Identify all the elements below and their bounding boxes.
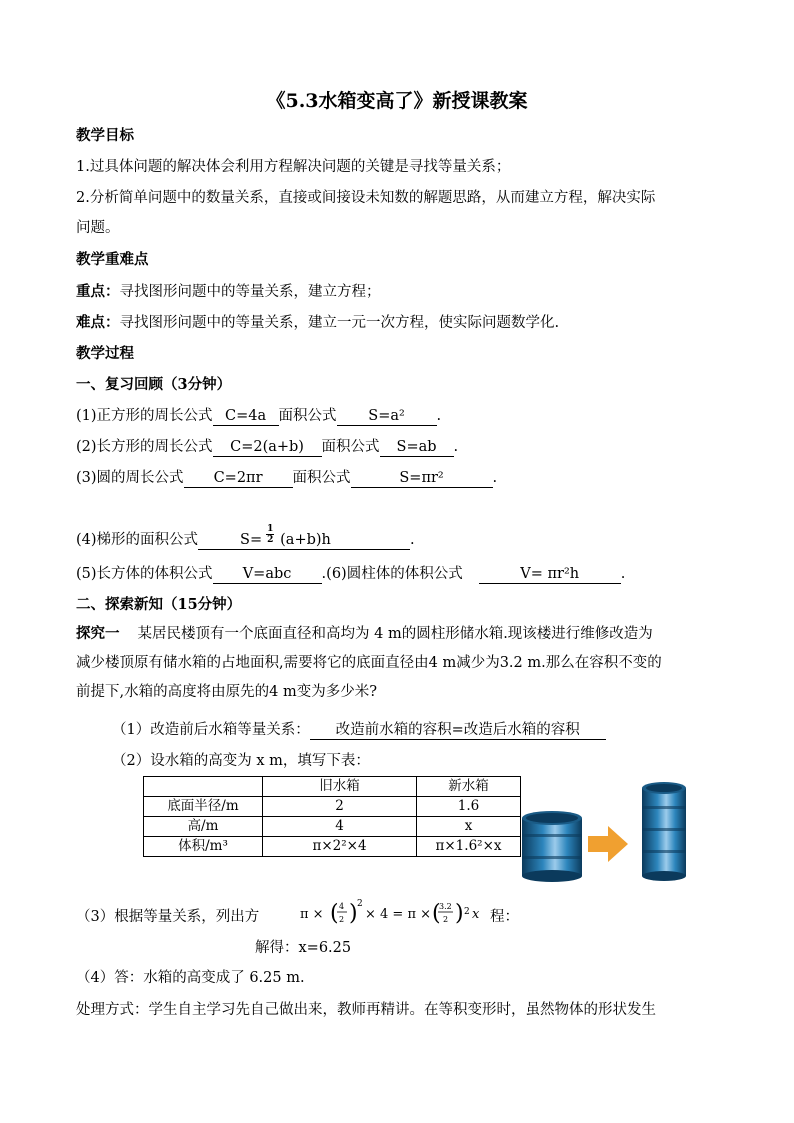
blank-square-perimeter: C=4a xyxy=(213,408,279,426)
arrow-right-icon xyxy=(588,826,628,862)
review-item-2 xyxy=(76,435,458,457)
blank-cuboid-volume: V=abc xyxy=(213,566,322,584)
review-item-4-label: (4)梯形的面积公式 xyxy=(76,532,199,548)
review-item-2-area-label: 面积公式 xyxy=(321,439,380,455)
period: . xyxy=(436,408,442,424)
table-cell: 底面半径/m xyxy=(144,797,263,817)
blank-circle-perimeter: C=2πr xyxy=(184,470,293,488)
blank-square-area: S=a² xyxy=(337,408,437,426)
equation xyxy=(300,896,488,934)
problem-label: 探究一 xyxy=(76,625,120,642)
blank-trapezoid-area xyxy=(198,524,410,550)
objective-item-1: 1.过具体问题的解决体会利用方程解决问题的关键是寻找等量关系； xyxy=(76,159,511,175)
svg-text:2: 2 xyxy=(464,907,470,917)
svg-text:π ×: π × xyxy=(300,907,324,922)
review-item-3-label: (3)圆的周长公式 xyxy=(76,470,184,486)
review-item-3 xyxy=(76,466,497,488)
question-1 xyxy=(112,718,606,740)
svg-text:): ) xyxy=(455,901,464,926)
blank-equal-relation: 改造前水箱的容积=改造后水箱的容积 xyxy=(310,722,606,740)
explore-heading: 二、探索新知（15分钟） xyxy=(76,596,242,613)
table-header-cell xyxy=(144,777,263,797)
key-point-line xyxy=(76,280,381,301)
key-points-heading: 教学重难点 xyxy=(76,251,149,268)
question-4: （4）答：水箱的高变成了 6.25 m. xyxy=(76,970,305,986)
table-cell: 1.6 xyxy=(417,797,521,817)
review-item-4 xyxy=(76,524,415,550)
table-cell: 4 xyxy=(263,817,417,837)
question-2: （2）设水箱的高变为 x m，填写下表： xyxy=(112,753,370,769)
review-item-3-area-label: 面积公式 xyxy=(292,470,351,486)
fraction-numerator: 1 xyxy=(267,524,274,534)
svg-text:(: ( xyxy=(330,901,339,926)
question-3-end: 程： xyxy=(490,909,519,925)
table-cell: π×1.6²×x xyxy=(417,837,521,857)
blank-rect-perimeter: C=2(a+b) xyxy=(213,439,322,457)
equation-render xyxy=(300,896,488,930)
page-title: 《5.3水箱变高了》新授课教案 xyxy=(266,90,528,112)
objectives-heading: 教学目标 xyxy=(76,127,134,144)
period: . xyxy=(453,439,459,455)
difficulty-line xyxy=(76,311,559,332)
key-point-label: 重点： xyxy=(76,283,120,300)
review-item-5-label: (5)长方体的体积公式 xyxy=(76,566,213,582)
table-header-cell: 旧水箱 xyxy=(263,777,417,797)
svg-text:(: ( xyxy=(432,901,441,926)
trapezoid-rest: (a+b)h xyxy=(280,532,331,548)
problem-text xyxy=(76,619,718,707)
blank-rect-area: S=ab xyxy=(380,439,454,457)
fraction-denominator: 2 xyxy=(267,535,274,545)
objective-item-2-line-2: 问题。 xyxy=(76,220,120,236)
objective-item-2-line-1: 2.分析简单问题中的数量关系，直接或间接设未知数的解题思路，从而建立方程，解决实际 xyxy=(76,190,656,206)
svg-text:4: 4 xyxy=(339,902,345,911)
review-item-1-area-label: 面积公式 xyxy=(278,408,337,424)
svg-text:3.2: 3.2 xyxy=(439,902,452,911)
review-item-1 xyxy=(76,404,441,426)
table-header-cell: 新水箱 xyxy=(417,777,521,797)
table-row xyxy=(144,817,521,837)
blank-cylinder-volume: V= πr²h xyxy=(479,566,621,584)
problem-line-2: 减少楼顶原有储水箱的占地面积,需要将它的底面直径由4 m减少为3.2 m.那么在容积不变的 xyxy=(76,655,662,671)
period: . xyxy=(410,532,415,548)
problem-line-1 xyxy=(76,619,718,649)
svg-text:2: 2 xyxy=(443,915,449,924)
table-header-row xyxy=(144,777,521,797)
teaching-method: 处理方式：学生自主学习先自己做出来，教师再精讲。在等积变形时，虽然物体的形状发生 xyxy=(76,1002,656,1018)
old-tank-icon xyxy=(522,811,582,882)
problem-line-3: 前提下,水箱的高度将由原先的4 m变为多少米? xyxy=(76,684,377,700)
svg-text:): ) xyxy=(349,901,358,926)
review-item-1-label: (1)正方形的周长公式 xyxy=(76,408,213,424)
key-point-text: 寻找图形问题中的等量关系，建立方程； xyxy=(119,284,381,300)
process-heading: 教学过程 xyxy=(76,345,134,362)
review-heading: 一、复习回顾（3分钟） xyxy=(76,376,232,393)
problem-line-1-text: 某居民楼顶有一个底面直径和高均为 4 m的圆柱形储水箱.现该楼进行维修改造为 xyxy=(137,626,653,642)
question-1-label: （1）改造前后水箱等量关系： xyxy=(112,722,310,738)
review-item-6-label: .(6)圆柱体的体积公式 xyxy=(321,566,463,582)
period: . xyxy=(492,470,498,486)
svg-text:× 4 = π ×: × 4 = π × xyxy=(365,907,432,922)
table-cell: 高/m xyxy=(144,817,263,837)
table-cell: 2 xyxy=(263,797,417,817)
difficulty-label: 难点： xyxy=(76,314,120,331)
svg-text:2: 2 xyxy=(339,915,345,924)
review-item-2-label: (2)长方形的周长公式 xyxy=(76,439,213,455)
water-tank-illustration xyxy=(510,766,702,886)
table-cell: 体积/m³ xyxy=(144,837,263,857)
table-row xyxy=(144,837,521,857)
table-row xyxy=(144,797,521,817)
table-cell: x xyxy=(417,817,521,837)
review-item-5 xyxy=(76,562,625,584)
trapezoid-s: S= xyxy=(240,532,263,548)
svg-text:2: 2 xyxy=(357,899,363,909)
data-table xyxy=(143,776,521,857)
period: . xyxy=(620,566,626,582)
question-3 xyxy=(76,905,259,926)
difficulty-text: 寻找图形问题中的等量关系，建立一元一次方程，使实际问题数学化. xyxy=(119,315,560,331)
table-cell: π×2²×4 xyxy=(263,837,417,857)
svg-text:x: x xyxy=(472,907,480,922)
blank-circle-area: S=πr² xyxy=(351,470,493,488)
solution: 解得：x=6.25 xyxy=(255,940,352,956)
new-tank-icon xyxy=(642,782,686,881)
question-3-label: （3）根据等量关系，列出方 xyxy=(76,909,260,925)
